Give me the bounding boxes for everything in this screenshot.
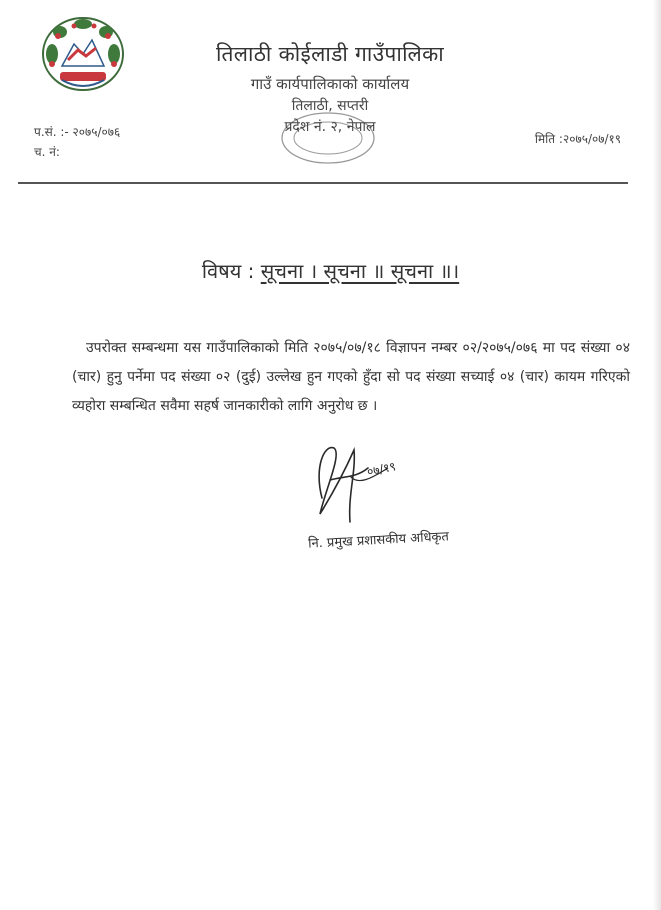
handwritten-signature	[310, 428, 400, 528]
signatory-title: नि. प्रमुख प्रशासकीय अधिकृत	[307, 529, 450, 552]
subject-value: सूचना । सूचना ॥ सूचना ॥।	[260, 259, 460, 283]
office-name: तिलाठी कोईलाडी गाउँपालिका	[216, 42, 444, 66]
office-province: प्रदेश नं. २, नेपाल	[284, 119, 376, 135]
office-stamp	[268, 108, 388, 168]
nepal-emblem-logo	[38, 14, 128, 94]
signature-date: ०७/१९	[365, 459, 398, 479]
subject-label: विषय :	[201, 259, 255, 283]
letter-date: मिति :२०७५/०७/१९	[534, 132, 621, 146]
notice-body: उपरोक्त सम्बन्धमा यस गाउँपालिकाको मिति २०७५/०७/१८ विज्ञापन नम्बर ०२/२०७५/०७६ मा पद संख्या ०४ (चार) हुनु पर्नेमा पद संख्या ०२ (दुई) उल्लेख हुन गएको हुँदा सो पद संख्या सच्याई ०४ (चार) कायम गरिएको व्यहोरा सम्बन्धित सवैमा सहर्ष जानकारीको लागि अनुरोध छ ।	[72, 340, 630, 414]
office-subtitle: गाउँ कार्यपालिकाको कार्यालय	[250, 75, 410, 93]
subject-line	[0, 257, 661, 284]
reference-number: प.सं. :- २०७५/०७६	[34, 125, 121, 139]
header-divider	[18, 182, 628, 184]
dispatch-number: च. नं:	[34, 145, 60, 159]
office-location: तिलाठी, सप्तरी	[291, 98, 369, 114]
scan-edge-shadow	[653, 0, 661, 910]
reference-block	[34, 122, 120, 162]
